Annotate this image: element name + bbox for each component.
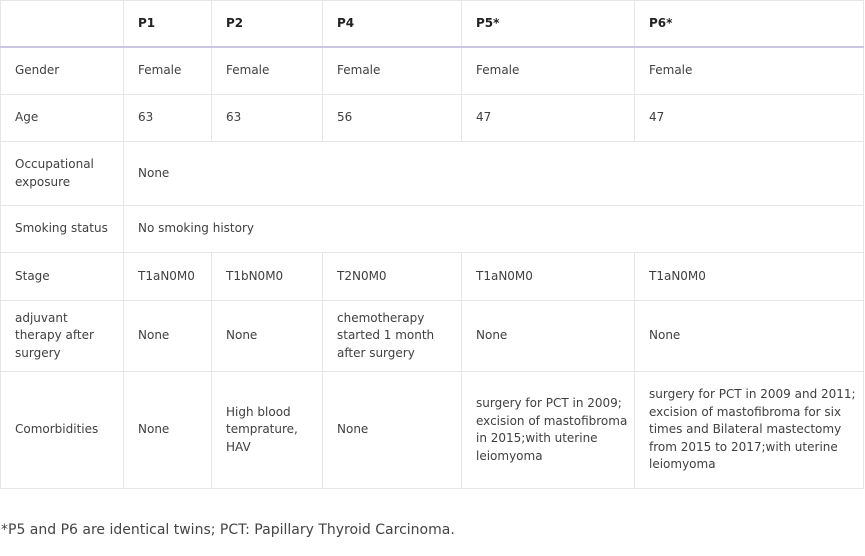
cell-p2: T1bN0M0	[212, 253, 323, 301]
row-label: Smoking status	[1, 206, 124, 253]
header-p4: P4	[323, 1, 462, 48]
cell-p2: None	[212, 301, 323, 372]
cell-p6: Female	[635, 47, 864, 95]
table-header-row	[1, 1, 864, 48]
cell-p6: T1aN0M0	[635, 253, 864, 301]
table-row-occupational-exposure	[1, 142, 864, 206]
merged-cell: None	[124, 142, 864, 206]
cell-p5: 47	[462, 95, 635, 142]
cell-p1: Female	[124, 47, 212, 95]
cell-p5: surgery for PCT in 2009; excision of mastofibroma in 2015;with uterine leiomyoma	[462, 372, 635, 489]
cell-p1: 63	[124, 95, 212, 142]
header-p6: P6*	[635, 1, 864, 48]
row-label: Gender	[1, 47, 124, 95]
cell-p6: None	[635, 301, 864, 372]
table-row-age	[1, 95, 864, 142]
cell-p2: High blood temprature, HAV	[212, 372, 323, 489]
row-label: Stage	[1, 253, 124, 301]
table-row-adjuvant-therapy	[1, 301, 864, 372]
table-row-smoking-status	[1, 206, 864, 253]
row-label: Age	[1, 95, 124, 142]
cell-p2: Female	[212, 47, 323, 95]
header-p2: P2	[212, 1, 323, 48]
cell-p5: Female	[462, 47, 635, 95]
cell-p6: 47	[635, 95, 864, 142]
table-footnote: *P5 and P6 are identical twins; PCT: Papillary Thyroid Carcinoma.	[1, 522, 455, 538]
table-row-stage	[1, 253, 864, 301]
header-p5: P5*	[462, 1, 635, 48]
cell-p4: chemotherapy started 1 month after surgery	[323, 301, 462, 372]
cell-p1: None	[124, 301, 212, 372]
row-label: adjuvant therapy after surgery	[1, 301, 124, 372]
row-label: Comorbidities	[1, 372, 124, 489]
row-label: Occupational exposure	[1, 142, 124, 206]
table-row-comorbidities	[1, 372, 864, 489]
cell-p1: T1aN0M0	[124, 253, 212, 301]
cell-p4: Female	[323, 47, 462, 95]
cell-p4: None	[323, 372, 462, 489]
cell-p6: surgery for PCT in 2009 and 2011; excision of mastofibroma for six times and Bilateral mastectomy from 2015 to 2017;with uterine leiomyoma	[635, 372, 864, 489]
merged-cell: No smoking history	[124, 206, 864, 253]
header-empty-cell	[1, 1, 124, 48]
cell-p4: T2N0M0	[323, 253, 462, 301]
cell-p5: T1aN0M0	[462, 253, 635, 301]
table-row-gender	[1, 47, 864, 95]
header-p1: P1	[124, 1, 212, 48]
cell-p5: None	[462, 301, 635, 372]
cell-p1: None	[124, 372, 212, 489]
cell-p2: 63	[212, 95, 323, 142]
cell-p4: 56	[323, 95, 462, 142]
